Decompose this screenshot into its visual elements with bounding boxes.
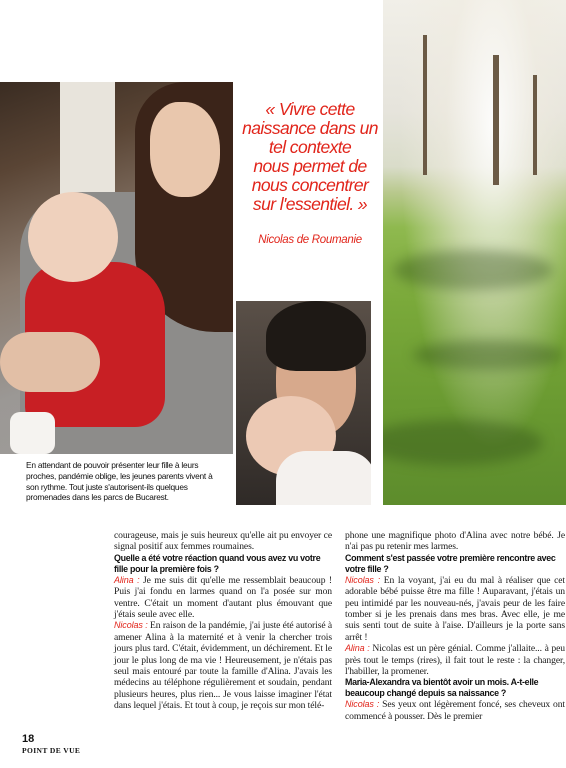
interview-answer: [114, 575, 332, 621]
answer-text: Nicolas est un père génial. Comme j'allaite... à peu près tout le temps (rires), il fait tout le reste : la changer, l'habiller, la promener.: [345, 643, 565, 678]
father-baby-photo: [233, 298, 371, 505]
answer-text: Je me suis dit qu'elle me ressemblait beaucoup ! Puis j'ai fondu en larmes quand on l'a posée sur mon ventre. C'était un moment d'autant plus émouvant que j'étais seule avec elle.: [114, 574, 332, 621]
tree-shadow: [413, 340, 563, 370]
interview-answer: [345, 699, 565, 722]
quote-line: naissance dans un: [242, 118, 378, 138]
park-photo: [383, 0, 566, 505]
answer-text: En la voyant, j'ai eu du mal à réaliser que cet adorable bébé puisse être ma fille ! Auparavant, j'étais un peu intimidé par les nouveau-nés, j'avais peur de les faire tomber si je les prenais dans mes bras. Avec elle, je me suis senti tout de suite à l'aise. D'ailleurs je la porte sans arrêt !: [345, 574, 565, 643]
mother-face: [150, 102, 220, 197]
speaker-name: Nicolas :: [345, 574, 381, 585]
baby-legs: [10, 412, 55, 454]
article-column-right: [345, 530, 565, 722]
interview-answer: [345, 575, 565, 643]
answer-text: Ses yeux ont légèrement foncé, ses cheveux ont commencé à pousser. Dès le premier: [345, 699, 565, 722]
tree-trunk: [533, 75, 537, 175]
interview-question: Maria-Alexandra va bientôt avoir un mois. A-t-elle beaucoup changé depuis sa naissance ?: [345, 677, 539, 699]
father-hair: [266, 301, 366, 371]
page-number: 18: [22, 733, 35, 745]
quote-line: sur l'essentiel. »: [252, 194, 368, 214]
quote-line: « Vivre cette: [265, 99, 355, 119]
quote-author: Nicolas de Roumanie: [258, 234, 362, 246]
article-column-left: [114, 530, 332, 712]
body-text: phone une magnifique photo d'Alina avec notre bébé. Je n'ai pas pu retenir mes larmes.: [345, 530, 565, 553]
baby-blanket: [276, 451, 371, 505]
interview-answer: [345, 643, 565, 677]
tree-trunk: [423, 35, 427, 175]
speaker-name: Nicolas :: [114, 620, 148, 631]
baby-head: [28, 192, 118, 282]
quote-line: nous concentrer: [251, 175, 369, 195]
mother-hand: [0, 332, 100, 392]
photo-caption: En attendant de pouvoir présenter leur fille à leurs proches, pandémie oblige, les jeunes parents vivent à son rythme. Tout juste s'autorisent-ils quelques promenades dans les parcs de Bucarest.: [26, 460, 213, 503]
mother-baby-photo: [0, 82, 233, 454]
quote-line: tel contexte: [268, 137, 352, 157]
magazine-name: POINT DE VUE: [22, 746, 81, 755]
answer-text: En raison de la pandémie, j'ai juste été autorisé à amener Alina à la maternité et à venir la chercher trois jours plus tard. C'était, évidemment, un déchirement. Et le jour le plus long de ma vie ! Heureusement, je n'étais pas seul mais entouré par toute la famille d'Alina. J'avais les médecins au téléphone régulièrement et soudain, pendant plusieurs heures, plus rien... Je vous laisse imaginer l'état dans lequel j'étais. Et tout à coup, je reçois sur mon télé-: [114, 620, 332, 712]
interview-question: Comment s'est passée votre première rencontre avec votre fille ?: [345, 552, 556, 574]
quote-line: nous permet de: [253, 156, 367, 176]
speaker-name: Alina :: [114, 574, 140, 585]
interview-answer: [114, 620, 332, 711]
speaker-name: Nicolas :: [345, 699, 380, 710]
speaker-name: Alina :: [345, 643, 370, 654]
tree-shadow: [393, 250, 553, 290]
body-text: courageuse, mais je suis heureux qu'elle ait pu envoyer ce signal positif aux femmes roumaines.: [114, 530, 332, 553]
tree-trunk: [493, 55, 499, 185]
tree-shadow: [383, 420, 543, 465]
pull-quote: [240, 100, 380, 214]
interview-question: Quelle a été votre réaction quand vous avez vu votre fille pour la première fois ?: [114, 552, 321, 574]
